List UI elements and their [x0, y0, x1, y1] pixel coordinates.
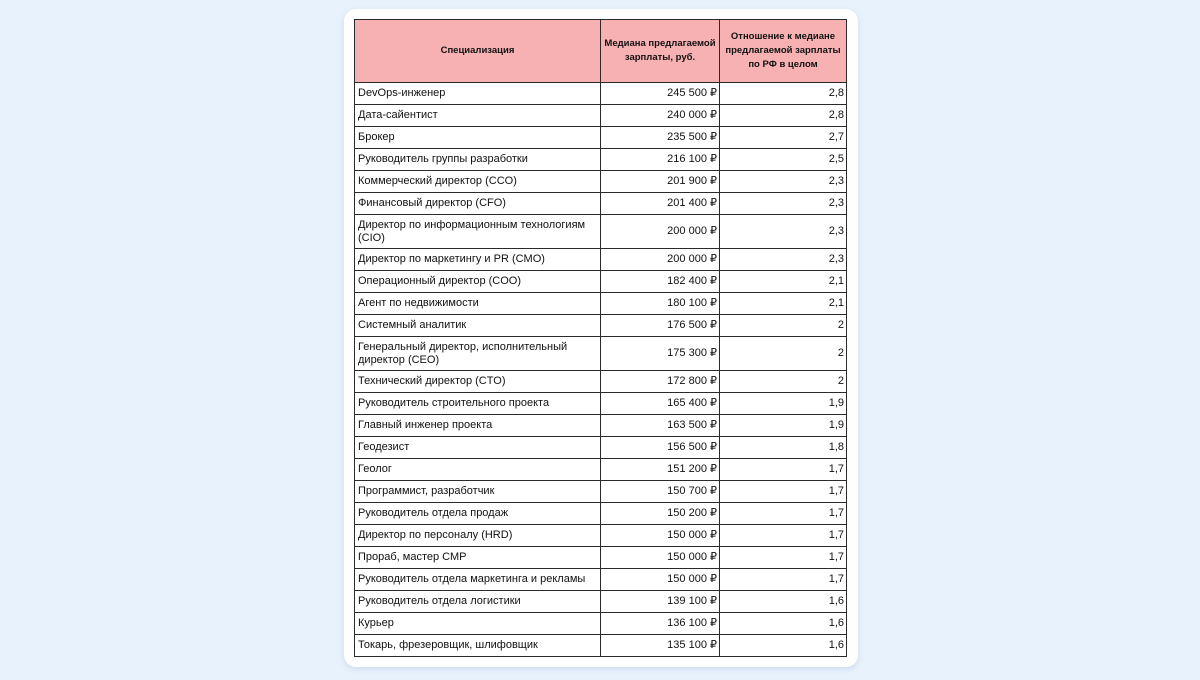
- cell-specialization: Геодезист: [355, 437, 601, 459]
- cell-median-salary: 150 000 ₽: [601, 525, 720, 547]
- cell-ratio: 2,3: [720, 215, 847, 249]
- cell-ratio: 2,3: [720, 171, 847, 193]
- cell-median-salary: 176 500 ₽: [601, 315, 720, 337]
- cell-median-salary: 165 400 ₽: [601, 393, 720, 415]
- table-row: [355, 415, 847, 437]
- cell-ratio: 2,1: [720, 271, 847, 293]
- cell-specialization: Геолог: [355, 459, 601, 481]
- cell-median-salary: 135 100 ₽: [601, 635, 720, 657]
- table-row: [355, 149, 847, 171]
- cell-specialization: Технический директор (CTO): [355, 371, 601, 393]
- header-specialization: Специализация: [355, 20, 601, 83]
- cell-specialization: Главный инженер проекта: [355, 415, 601, 437]
- table-row: [355, 503, 847, 525]
- table-row: [355, 315, 847, 337]
- cell-median-salary: 156 500 ₽: [601, 437, 720, 459]
- table-row: [355, 249, 847, 271]
- cell-specialization: Агент по недвижимости: [355, 293, 601, 315]
- table-row: [355, 105, 847, 127]
- table-row: [355, 635, 847, 657]
- cell-specialization: Токарь, фрезеровщик, шлифовщик: [355, 635, 601, 657]
- cell-specialization: Прораб, мастер СМР: [355, 547, 601, 569]
- cell-median-salary: 201 900 ₽: [601, 171, 720, 193]
- cell-median-salary: 151 200 ₽: [601, 459, 720, 481]
- cell-median-salary: 216 100 ₽: [601, 149, 720, 171]
- cell-median-salary: 235 500 ₽: [601, 127, 720, 149]
- cell-ratio: 1,9: [720, 415, 847, 437]
- cell-median-salary: 172 800 ₽: [601, 371, 720, 393]
- cell-ratio: 2,7: [720, 127, 847, 149]
- cell-median-salary: 150 000 ₽: [601, 547, 720, 569]
- table-row: [355, 83, 847, 105]
- cell-specialization: Генеральный директор, исполнительный директор (CEO): [355, 337, 601, 371]
- table-row: [355, 613, 847, 635]
- cell-ratio: 2,3: [720, 193, 847, 215]
- table-row: [355, 193, 847, 215]
- cell-specialization: Дата-сайентист: [355, 105, 601, 127]
- table-row: [355, 437, 847, 459]
- cell-ratio: 2: [720, 337, 847, 371]
- table-header-row: [355, 20, 847, 83]
- table-row: [355, 371, 847, 393]
- cell-ratio: 1,7: [720, 481, 847, 503]
- table-row: [355, 569, 847, 591]
- table-row: [355, 271, 847, 293]
- table-row: [355, 481, 847, 503]
- cell-median-salary: 136 100 ₽: [601, 613, 720, 635]
- cell-ratio: 1,6: [720, 613, 847, 635]
- cell-ratio: 1,9: [720, 393, 847, 415]
- table-row: [355, 171, 847, 193]
- cell-median-salary: 201 400 ₽: [601, 193, 720, 215]
- cell-specialization: Финансовый директор (CFO): [355, 193, 601, 215]
- cell-specialization: Руководитель строительного проекта: [355, 393, 601, 415]
- cell-ratio: 2,8: [720, 105, 847, 127]
- cell-ratio: 2: [720, 371, 847, 393]
- cell-median-salary: 163 500 ₽: [601, 415, 720, 437]
- cell-specialization: Руководитель отдела логистики: [355, 591, 601, 613]
- table-row: [355, 293, 847, 315]
- cell-ratio: 1,6: [720, 635, 847, 657]
- cell-ratio: 1,8: [720, 437, 847, 459]
- cell-median-salary: 180 100 ₽: [601, 293, 720, 315]
- cell-median-salary: 240 000 ₽: [601, 105, 720, 127]
- table-card: [344, 9, 858, 667]
- cell-specialization: DevOps-инженер: [355, 83, 601, 105]
- cell-specialization: Курьер: [355, 613, 601, 635]
- cell-median-salary: 150 200 ₽: [601, 503, 720, 525]
- cell-ratio: 1,6: [720, 591, 847, 613]
- header-ratio-to-national-median: Отношение к медиане предлагаемой зарплаты по РФ в целом: [720, 20, 847, 83]
- cell-median-salary: 245 500 ₽: [601, 83, 720, 105]
- table-row: [355, 459, 847, 481]
- cell-specialization: Программист, разработчик: [355, 481, 601, 503]
- cell-median-salary: 175 300 ₽: [601, 337, 720, 371]
- table-row: [355, 591, 847, 613]
- table-row: [355, 215, 847, 249]
- cell-specialization: Системный аналитик: [355, 315, 601, 337]
- cell-median-salary: 150 000 ₽: [601, 569, 720, 591]
- cell-ratio: 1,7: [720, 525, 847, 547]
- header-median-salary: Медиана предлагаемой зарплаты, руб.: [601, 20, 720, 83]
- cell-ratio: 2,8: [720, 83, 847, 105]
- table-row: [355, 393, 847, 415]
- cell-median-salary: 139 100 ₽: [601, 591, 720, 613]
- cell-specialization: Директор по маркетингу и PR (CMO): [355, 249, 601, 271]
- cell-median-salary: 200 000 ₽: [601, 215, 720, 249]
- table-row: [355, 337, 847, 371]
- cell-ratio: 1,7: [720, 569, 847, 591]
- cell-specialization: Коммерческий директор (CCO): [355, 171, 601, 193]
- cell-ratio: 2: [720, 315, 847, 337]
- cell-specialization: Руководитель отдела маркетинга и рекламы: [355, 569, 601, 591]
- cell-specialization: Руководитель группы разработки: [355, 149, 601, 171]
- cell-median-salary: 150 700 ₽: [601, 481, 720, 503]
- cell-specialization: Руководитель отдела продаж: [355, 503, 601, 525]
- cell-ratio: 1,7: [720, 503, 847, 525]
- cell-ratio: 1,7: [720, 459, 847, 481]
- cell-ratio: 2,1: [720, 293, 847, 315]
- cell-ratio: 1,7: [720, 547, 847, 569]
- table-row: [355, 127, 847, 149]
- cell-ratio: 2,5: [720, 149, 847, 171]
- salary-table: [354, 19, 847, 657]
- cell-median-salary: 200 000 ₽: [601, 249, 720, 271]
- table-row: [355, 547, 847, 569]
- cell-specialization: Директор по информационным технологиям (CIO): [355, 215, 601, 249]
- table-row: [355, 525, 847, 547]
- cell-specialization: Операционный директор (COO): [355, 271, 601, 293]
- cell-specialization: Директор по персоналу (HRD): [355, 525, 601, 547]
- cell-median-salary: 182 400 ₽: [601, 271, 720, 293]
- cell-specialization: Брокер: [355, 127, 601, 149]
- cell-ratio: 2,3: [720, 249, 847, 271]
